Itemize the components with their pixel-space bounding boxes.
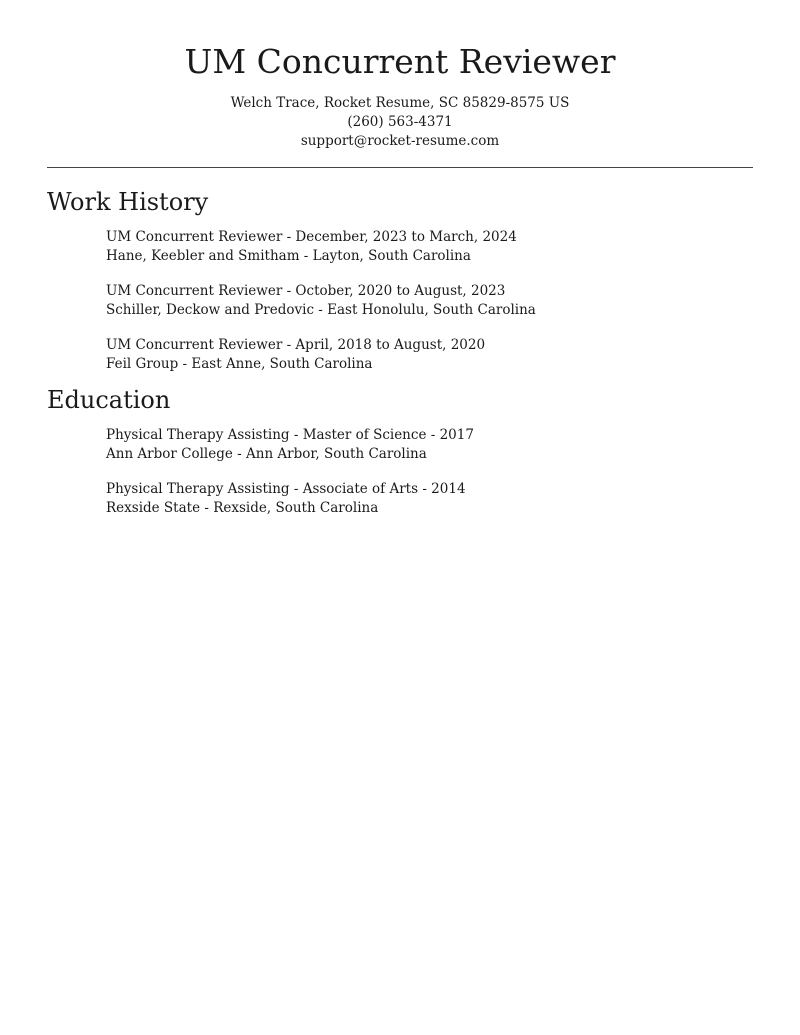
education-entry [106, 426, 753, 464]
entry-title: UM Concurrent Reviewer - April, 2018 to August, 2020 [106, 337, 486, 353]
entry-subtitle: Rexside State - Rexside, South Carolina [106, 500, 379, 516]
email: support@rocket-resume.com [300, 133, 500, 149]
resume-name: UM Concurrent Reviewer [184, 42, 616, 81]
entry-subtitle: Feil Group - East Anne, South Carolina [106, 356, 373, 372]
phone: (260) 563-4371 [347, 114, 453, 130]
address: Welch Trace, Rocket Resume, SC 85829-8575 US [230, 95, 570, 111]
work-entry [106, 228, 753, 266]
entry-subtitle: Ann Arbor College - Ann Arbor, South Carolina [106, 446, 427, 462]
entry-subtitle: Hane, Keebler and Smitham - Layton, South Carolina [106, 248, 471, 264]
education-entry [106, 480, 753, 518]
divider [47, 167, 753, 168]
entry-title: UM Concurrent Reviewer - December, 2023 to March, 2024 [106, 229, 517, 245]
section-heading: Work History [47, 188, 209, 216]
entry-title: Physical Therapy Assisting - Master of Science - 2017 [106, 427, 474, 443]
entry-title: UM Concurrent Reviewer - October, 2020 to August, 2023 [106, 283, 506, 299]
entry-title: Physical Therapy Assisting - Associate of Arts - 2014 [106, 481, 466, 497]
education-section [47, 384, 753, 518]
work-entry [106, 336, 753, 374]
work-history-section [47, 186, 753, 374]
section-heading: Education [47, 386, 171, 414]
entry-subtitle: Schiller, Deckow and Predovic - East Honolulu, South Carolina [106, 302, 536, 318]
work-entry [106, 282, 753, 320]
contact-info [47, 94, 753, 151]
